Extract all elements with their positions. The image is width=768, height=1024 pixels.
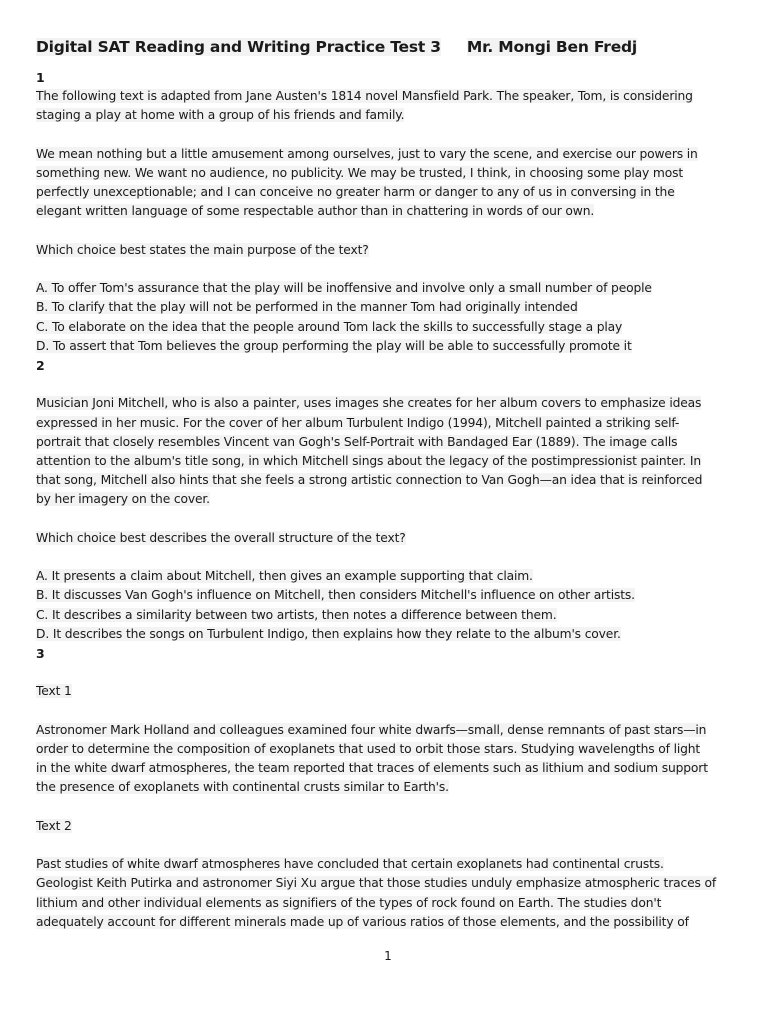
- answer-choice-d: D. It describes the songs on Turbulent Indigo, then explains how they relate to the album's cover.: [36, 626, 621, 641]
- document-title-line: [36, 34, 748, 60]
- passage-intro-line: The following text is adapted from Jane Austen's 1814 novel Mansfield Park. The speaker, Tom, is considering: [36, 89, 693, 104]
- question-number: 2: [36, 358, 45, 373]
- text-2-label: Text 2: [36, 818, 72, 833]
- passage-line: elegant written language of some respectable author than in chattering in words of our own.: [36, 204, 595, 219]
- passage-line: in the white dwarf atmospheres, the team reported that traces of elements such as lithium and sodium support: [36, 761, 708, 776]
- question-prompt: Which choice best states the main purpose of the text?: [36, 242, 369, 257]
- page-number: 1: [384, 949, 392, 963]
- blank-line: [36, 260, 748, 279]
- text-1-label: Text 1: [36, 684, 72, 699]
- answer-choice-b: B. It discusses Van Gogh's influence on Mitchell, then considers Mitchell's influence on other artists.: [36, 588, 635, 603]
- answer-choice-c: C. To elaborate on the idea that the people around Tom lack the skills to successfully stage a play: [36, 319, 623, 334]
- answer-choice-d: D. To assert that Tom believes the group performing the play will be able to successfully promote it: [36, 338, 632, 353]
- passage-line: order to determine the composition of exoplanets that used to orbit those stars. Studying wavelengths of light: [36, 741, 701, 756]
- document-author: Mr. Mongi Ben Fredj: [466, 38, 638, 56]
- answer-choice-c: C. It describes a similarity between two artists, then notes a difference between them.: [36, 607, 557, 622]
- document-content: [36, 34, 748, 932]
- blank-line: [36, 510, 748, 529]
- blank-line: [36, 663, 748, 682]
- blank-line: [36, 798, 748, 817]
- passage-line: by her imagery on the cover.: [36, 492, 210, 507]
- answer-choice-a: A. It presents a claim about Mitchell, then gives an example supporting that claim.: [36, 569, 533, 584]
- passage-line: portrait that closely resembles Vincent van Gogh's Self-Portrait with Bandaged Ear (1889). The image calls: [36, 434, 678, 449]
- passage-line: perfectly unexceptionable; and I can conceive no greater harm or danger to any of us in conversing in the: [36, 185, 675, 200]
- blank-line: [36, 702, 748, 721]
- passage-line: Astronomer Mark Holland and colleagues examined four white dwarfs—small, dense remnants of past stars—in: [36, 722, 707, 737]
- passage-line: Musician Joni Mitchell, who is also a painter, uses images she creates for her album covers to emphasize ideas: [36, 396, 702, 411]
- blank-line: [36, 222, 748, 241]
- question-prompt: Which choice best describes the overall structure of the text?: [36, 530, 406, 545]
- passage-line: attention to the album's title song, in which Mitchell sings about the legacy of the postimpressionist painter. In: [36, 454, 701, 468]
- passage-line: Geologist Keith Putirka and astronomer Siyi Xu argue that those studies unduly emphasize atmospheric traces of: [36, 876, 717, 891]
- passage-line: the presence of exoplanets with continental crusts similar to Earth's.: [36, 780, 449, 795]
- question-number: 3: [36, 646, 45, 661]
- blank-line: [36, 126, 748, 145]
- passage-line: expressed in her music. For the cover of her album Turbulent Indigo (1994), Mitchell painted a striking self-: [36, 415, 680, 430]
- passage-intro-line: staging a play at home with a group of his friends and family.: [36, 108, 405, 123]
- passage-line: that song, Mitchell also hints that she feels a strong artistic connection to Van Gogh—an idea that is reinforced: [36, 473, 703, 488]
- blank-line: [36, 375, 748, 394]
- blank-line: [36, 836, 748, 855]
- answer-choice-b: B. To clarify that the play will not be performed in the manner Tom had originally intended: [36, 300, 578, 315]
- passage-line: something new. We want no audience, no publicity. We may be trusted, I think, in choosing some play most: [36, 166, 684, 180]
- passage-line: lithium and other individual elements as signifiers of the types of rock found on Earth. The studies don't: [36, 895, 662, 910]
- passage-line: We mean nothing but a little amusement among ourselves, just to vary the scene, and exercise our powers in: [36, 146, 698, 161]
- document-title: Digital SAT Reading and Writing Practice Test 3: [36, 38, 441, 56]
- answer-choice-a: A. To offer Tom's assurance that the play will be inoffensive and involve only a small number of people: [36, 281, 652, 296]
- blank-line: [36, 548, 748, 567]
- question-number: 1: [36, 70, 45, 85]
- passage-line: adequately account for different minerals made up of various ratios of those elements, and the possibility of: [36, 914, 689, 929]
- passage-line: Past studies of white dwarf atmospheres have concluded that certain exoplanets had continental crusts.: [36, 857, 664, 872]
